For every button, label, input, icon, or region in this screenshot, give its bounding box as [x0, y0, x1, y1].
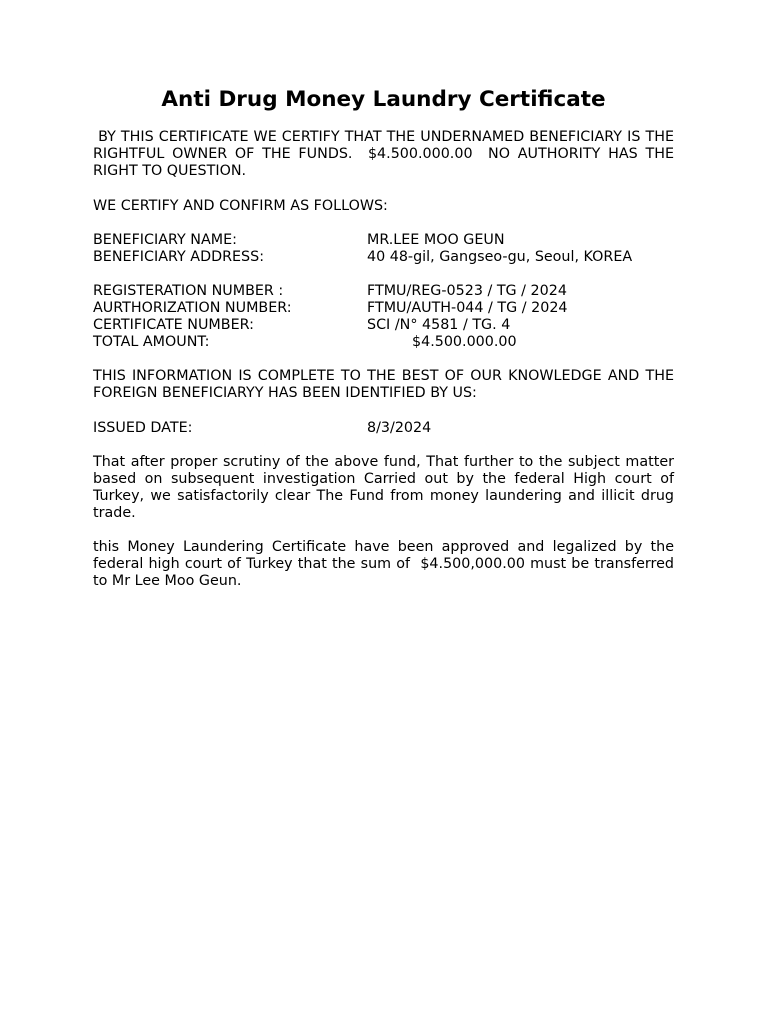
authorization-label: AURTHORIZATION NUMBER: — [93, 300, 292, 316]
beneficiary-name-value: MR.LEE MOO GEUN — [367, 232, 505, 248]
registration-value: FTMU/REG-0523 / TG / 2024 — [367, 283, 567, 299]
authorization-value: FTMU/AUTH-044 / TG / 2024 — [367, 300, 568, 316]
issued-section — [93, 420, 674, 437]
beneficiary-name-row — [93, 232, 674, 249]
registration-row — [93, 283, 674, 300]
issued-date-label: ISSUED DATE: — [93, 420, 193, 436]
numbers-section — [93, 283, 674, 351]
certificate-label: CERTIFICATE NUMBER: — [93, 317, 254, 333]
scrutiny-paragraph: That after proper scrutiny of the above fund, That further to the subject matter based on subsequent investigation Carried out by the federal High court of Turkey, we satisfactorily clear The Fund from money laundering and illicit drug trade. — [93, 454, 674, 521]
total-amount-label: TOTAL AMOUNT: — [93, 334, 210, 350]
certificate-value: SCI /N° 4581 / TG. 4 — [367, 317, 511, 333]
issued-date-row — [93, 420, 674, 437]
total-amount-value: $4.500.000.00 — [412, 334, 517, 350]
confirm-heading: WE CERTIFY AND CONFIRM AS FOLLOWS: — [93, 198, 388, 214]
intro-paragraph: BY THIS CERTIFICATE WE CERTIFY THAT THE UNDERNAMED BENEFICIARY IS THE RIGHTFUL OWNER OF THE FUNDS. $4.500.000.00 NO AUTHORITY HAS THE RIGHT TO QUESTION. — [93, 129, 679, 179]
total-amount-row — [93, 334, 674, 351]
beneficiary-address-label: BENEFICIARY ADDRESS: — [93, 249, 265, 265]
beneficiary-section — [93, 232, 674, 266]
authorization-row — [93, 300, 674, 317]
beneficiary-name-label: BENEFICIARY NAME: — [93, 232, 237, 248]
document-title: Anti Drug Money Laundry Certificate — [161, 87, 606, 112]
certificate-row — [93, 317, 674, 334]
approval-paragraph: this Money Laundering Certificate have been approved and legalized by the federal high court of Turkey that the sum of $4.500,000.00 must be transferred to Mr Lee Moo Geun. — [93, 539, 679, 589]
info-statement: THIS INFORMATION IS COMPLETE TO THE BEST OF OUR KNOWLEDGE AND THE FOREIGN BENEFICIARYY HAS BEEN IDENTIFIED BY US: — [93, 368, 674, 401]
issued-date-value: 8/3/2024 — [367, 420, 432, 436]
beneficiary-address-value: 40 48-gil, Gangseo-gu, Seoul, KOREA — [367, 249, 633, 265]
registration-label: REGISTERATION NUMBER : — [93, 283, 284, 299]
beneficiary-address-row — [93, 249, 674, 266]
